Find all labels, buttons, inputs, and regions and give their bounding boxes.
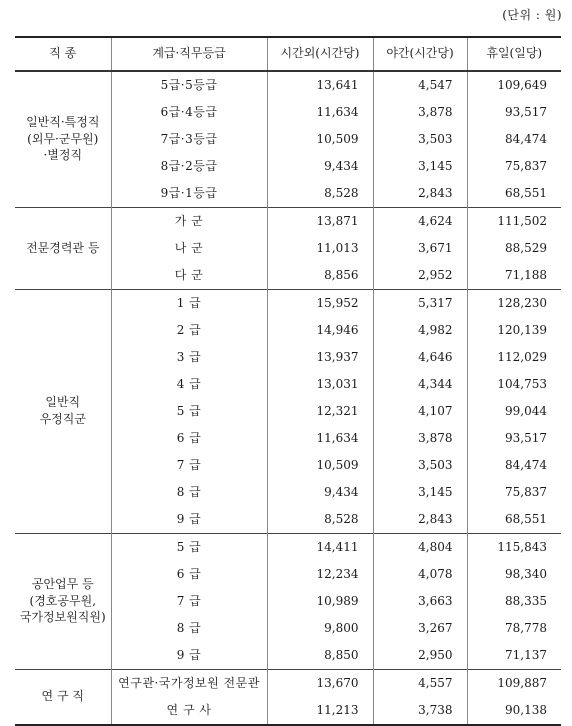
holiday-cell: 93,517 bbox=[467, 425, 561, 452]
overtime-cell: 9,434 bbox=[267, 479, 373, 506]
category-cell bbox=[15, 71, 111, 208]
grade-cell: 7급·3등급 bbox=[111, 126, 267, 153]
table-row bbox=[15, 208, 561, 236]
holiday-cell: 71,188 bbox=[467, 262, 561, 290]
holiday-cell: 78,778 bbox=[467, 615, 561, 642]
overtime-cell: 13,031 bbox=[267, 371, 373, 398]
overtime-cell: 10,509 bbox=[267, 126, 373, 153]
category-label: 우정직군 bbox=[39, 412, 86, 426]
category-label: (경호공무원, bbox=[29, 593, 96, 608]
category-label: 국가정보원직원) bbox=[19, 610, 106, 625]
grade-cell: 9 급 bbox=[111, 506, 267, 534]
grade-cell: 연구관·국가정보원 전문관 bbox=[111, 670, 267, 698]
holiday-cell: 88,529 bbox=[467, 235, 561, 262]
overtime-cell: 9,800 bbox=[267, 615, 373, 642]
grade-cell: 8 급 bbox=[111, 615, 267, 642]
category-label: 일반직·특정직 bbox=[26, 114, 100, 129]
holiday-cell: 109,887 bbox=[467, 670, 561, 698]
night-cell: 2,843 bbox=[373, 506, 467, 534]
night-cell: 2,843 bbox=[373, 180, 467, 208]
category-label: (외무·군무원) bbox=[27, 131, 99, 146]
overtime-cell: 12,234 bbox=[267, 561, 373, 588]
pay-rate-table bbox=[15, 36, 561, 726]
holiday-cell: 93,517 bbox=[467, 99, 561, 126]
holiday-cell: 84,474 bbox=[467, 452, 561, 479]
night-cell: 2,952 bbox=[373, 262, 467, 290]
night-cell: 3,663 bbox=[373, 588, 467, 615]
header-grade: 계급·직무등급 bbox=[111, 37, 267, 71]
night-cell: 3,145 bbox=[373, 153, 467, 180]
category-cell bbox=[15, 290, 111, 534]
grade-cell: 6 급 bbox=[111, 425, 267, 452]
night-cell: 4,107 bbox=[373, 398, 467, 425]
night-cell: 3,267 bbox=[373, 615, 467, 642]
grade-cell: 6 급 bbox=[111, 561, 267, 588]
overtime-cell: 11,013 bbox=[267, 235, 373, 262]
grade-cell: 5급·5등급 bbox=[111, 71, 267, 99]
grade-cell: 9급·1등급 bbox=[111, 180, 267, 208]
night-cell: 3,145 bbox=[373, 479, 467, 506]
night-cell: 3,503 bbox=[373, 126, 467, 153]
night-cell: 4,078 bbox=[373, 561, 467, 588]
holiday-cell: 88,335 bbox=[467, 588, 561, 615]
night-cell: 4,547 bbox=[373, 71, 467, 99]
night-cell: 4,557 bbox=[373, 670, 467, 698]
overtime-cell: 10,989 bbox=[267, 588, 373, 615]
holiday-cell: 90,138 bbox=[467, 697, 561, 725]
category-label: 일반직 bbox=[45, 395, 81, 410]
grade-cell: 다 군 bbox=[111, 262, 267, 290]
overtime-cell: 8,856 bbox=[267, 262, 373, 290]
overtime-cell: 13,641 bbox=[267, 71, 373, 99]
grade-cell: 3 급 bbox=[111, 344, 267, 371]
category-cell bbox=[15, 208, 111, 290]
holiday-cell: 99,044 bbox=[467, 398, 561, 425]
header-job-type: 직 종 bbox=[15, 37, 111, 71]
grade-cell: 나 군 bbox=[111, 235, 267, 262]
table-row bbox=[15, 290, 561, 318]
holiday-cell: 112,029 bbox=[467, 344, 561, 371]
category-label: ·별정직 bbox=[43, 148, 83, 163]
holiday-cell: 98,340 bbox=[467, 561, 561, 588]
grade-cell: 5 급 bbox=[111, 534, 267, 562]
overtime-cell: 11,213 bbox=[267, 697, 373, 725]
overtime-cell: 13,871 bbox=[267, 208, 373, 236]
night-cell: 3,738 bbox=[373, 697, 467, 725]
overtime-cell: 8,528 bbox=[267, 506, 373, 534]
overtime-cell: 13,670 bbox=[267, 670, 373, 698]
grade-cell: 2 급 bbox=[111, 317, 267, 344]
night-cell: 3,878 bbox=[373, 425, 467, 452]
overtime-cell: 15,952 bbox=[267, 290, 373, 318]
table-row bbox=[15, 534, 561, 562]
overtime-cell: 13,937 bbox=[267, 344, 373, 371]
night-cell: 3,878 bbox=[373, 99, 467, 126]
overtime-cell: 10,509 bbox=[267, 452, 373, 479]
holiday-cell: 71,137 bbox=[467, 642, 561, 670]
grade-cell: 7 급 bbox=[111, 588, 267, 615]
night-cell: 4,982 bbox=[373, 317, 467, 344]
overtime-cell: 11,634 bbox=[267, 425, 373, 452]
holiday-cell: 68,551 bbox=[467, 506, 561, 534]
header-row bbox=[15, 37, 561, 71]
night-cell: 3,671 bbox=[373, 235, 467, 262]
header-overtime: 시간외(시간당) bbox=[267, 37, 373, 71]
grade-cell: 8급·2등급 bbox=[111, 153, 267, 180]
overtime-cell: 9,434 bbox=[267, 153, 373, 180]
category-label: 연 구 직 bbox=[41, 689, 84, 704]
night-cell: 2,950 bbox=[373, 642, 467, 670]
grade-cell: 5 급 bbox=[111, 398, 267, 425]
night-cell: 5,317 bbox=[373, 290, 467, 318]
holiday-cell: 75,837 bbox=[467, 479, 561, 506]
grade-cell: 1 급 bbox=[111, 290, 267, 318]
table-body bbox=[15, 71, 561, 725]
table-row bbox=[15, 71, 561, 99]
night-cell: 4,804 bbox=[373, 534, 467, 562]
overtime-cell: 14,946 bbox=[267, 317, 373, 344]
grade-cell: 4 급 bbox=[111, 371, 267, 398]
holiday-cell: 109,649 bbox=[467, 71, 561, 99]
category-cell bbox=[15, 670, 111, 726]
night-cell: 4,624 bbox=[373, 208, 467, 236]
holiday-cell: 128,230 bbox=[467, 290, 561, 318]
header-holiday: 휴일(일당) bbox=[467, 37, 561, 71]
holiday-cell: 111,502 bbox=[467, 208, 561, 236]
category-cell bbox=[15, 534, 111, 670]
holiday-cell: 120,139 bbox=[467, 317, 561, 344]
night-cell: 3,503 bbox=[373, 452, 467, 479]
overtime-cell: 12,321 bbox=[267, 398, 373, 425]
holiday-cell: 75,837 bbox=[467, 153, 561, 180]
overtime-cell: 11,634 bbox=[267, 99, 373, 126]
grade-cell: 8 급 bbox=[111, 479, 267, 506]
holiday-cell: 68,551 bbox=[467, 180, 561, 208]
night-cell: 4,344 bbox=[373, 371, 467, 398]
grade-cell: 6급·4등급 bbox=[111, 99, 267, 126]
grade-cell: 가 군 bbox=[111, 208, 267, 236]
overtime-cell: 8,528 bbox=[267, 180, 373, 208]
holiday-cell: 104,753 bbox=[467, 371, 561, 398]
table-row bbox=[15, 670, 561, 698]
grade-cell: 7 급 bbox=[111, 452, 267, 479]
category-label: 공안업무 등 bbox=[31, 576, 94, 591]
night-cell: 4,646 bbox=[373, 344, 467, 371]
overtime-cell: 14,411 bbox=[267, 534, 373, 562]
overtime-cell: 8,850 bbox=[267, 642, 373, 670]
category-label: 전문경력관 등 bbox=[26, 240, 100, 255]
holiday-cell: 115,843 bbox=[467, 534, 561, 562]
header-night: 야간(시간당) bbox=[373, 37, 467, 71]
grade-cell: 9 급 bbox=[111, 642, 267, 670]
grade-cell: 연 구 사 bbox=[111, 697, 267, 725]
unit-label: (단위 : 원) bbox=[502, 8, 562, 22]
holiday-cell: 84,474 bbox=[467, 126, 561, 153]
